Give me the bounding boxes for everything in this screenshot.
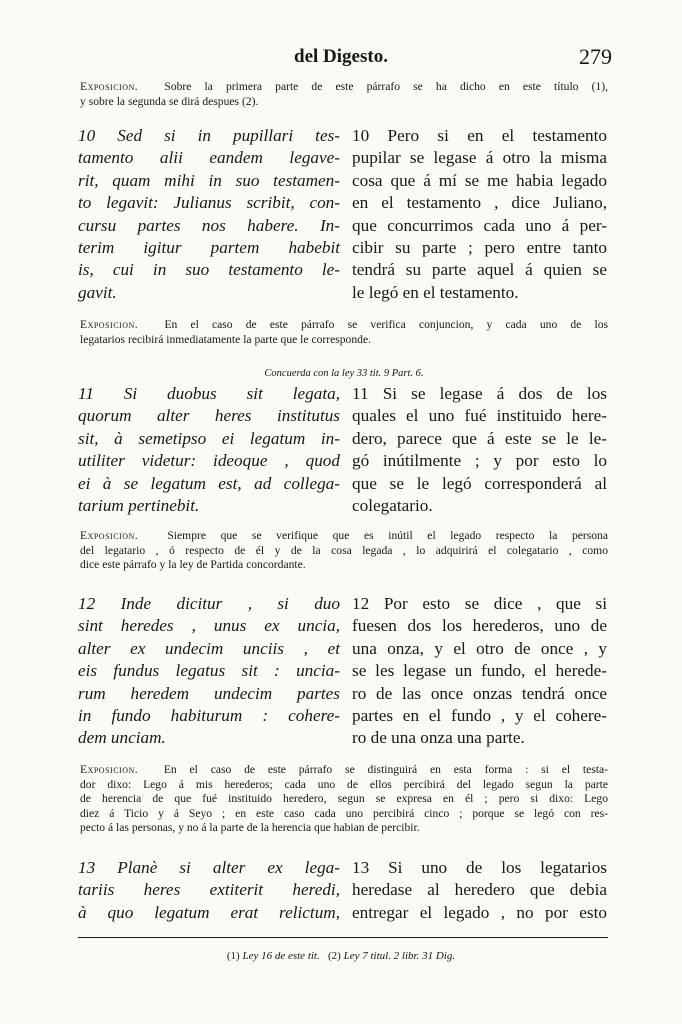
latin-column xyxy=(78,383,340,517)
spanish-line: ro de las once onzas tendrá once xyxy=(352,683,607,703)
spanish-line: 10 Pero si en el testamento xyxy=(352,126,607,145)
spanish-line: una onza, y el otro de once , y xyxy=(352,638,607,658)
latin-line: gavit. xyxy=(78,282,117,302)
latin-line: rum heredem undecim partes xyxy=(78,683,340,703)
spanish-line: gó inútilmente ; y por esto lo xyxy=(352,451,607,471)
running-title: del Digesto. xyxy=(294,46,388,67)
exposicion-block xyxy=(80,318,608,347)
latin-line: alter ex undecim unciis , et xyxy=(78,638,340,658)
spanish-column xyxy=(352,125,607,304)
latin-line: 12 Inde dicitur , si duo xyxy=(78,594,340,613)
exposicion-lead: Exposicion. xyxy=(80,80,139,93)
spanish-column xyxy=(352,383,607,517)
latin-line: utiliter videtur: ideoque , quod xyxy=(78,451,340,471)
exposicion-line: y sobre la segunda se dirá despues (2). xyxy=(80,94,259,108)
spanish-line: 12 Por esto se dice , que si xyxy=(352,594,607,613)
latin-line: eis fundus legatus sit : uncia- xyxy=(78,661,340,681)
page-header xyxy=(0,44,682,74)
latin-line: tariis heres extiterit heredi, xyxy=(78,880,340,900)
footnote-2-text: Ley 7 titul. 2 libr. 31 Dig. xyxy=(343,950,456,962)
exposicion-line: pecto á las personas, y no á la parte de la herencia que habian de percibir. xyxy=(80,821,420,834)
spanish-line: que se le legó corresponderá al xyxy=(352,473,607,493)
spanish-line: heredase al heredero que debia xyxy=(352,880,607,900)
latin-line: tamento alii eandem legave- xyxy=(78,148,340,168)
latin-line: to legavit: Julianus scribit, con- xyxy=(78,193,340,213)
exposicion-line: del legatario , ó respecto de él y de la cosa legada , lo adquirirá el colegatario , como xyxy=(80,543,608,557)
footnote-1-mark: (1) xyxy=(226,950,240,962)
exposicion-lead: Exposicion. xyxy=(80,763,139,776)
latin-line: à quo legatum erat relictum, xyxy=(78,902,340,922)
exposicion-line: legatarios recibirá inmediatamente la parte que le corresponde. xyxy=(80,332,371,346)
footnotes xyxy=(0,950,682,962)
spanish-line: quales el uno fué instituido here- xyxy=(352,406,607,426)
latin-line: dem unciam. xyxy=(78,728,166,748)
footnote-rule xyxy=(78,937,608,938)
exposicion-block xyxy=(80,529,608,573)
page-number: 279 xyxy=(579,44,612,69)
latin-line: sint heredes , unus ex uncia, xyxy=(78,616,340,636)
exposicion-line: Exposicion. Sobre la primera parte de este párrafo se ha dicho en este título (1), xyxy=(80,80,608,93)
exposicion-line: de herencia de que fué instituido heredero, segun se expresa en él ; pero si dixo: Lego xyxy=(80,792,608,805)
exposicion-block xyxy=(80,80,608,109)
footnote-2-mark: (2) xyxy=(328,950,341,962)
spanish-column xyxy=(352,857,607,924)
exposicion-line: dor dixo: Lego á mis herederos; cada uno de ellos percibirá del legado segun la parte xyxy=(80,777,608,791)
spanish-line: partes en el fundo , y el cohere- xyxy=(352,706,607,726)
spanish-line: pupilar se legase á otro la misma xyxy=(352,148,607,168)
exposicion-lead: Exposicion. xyxy=(80,529,139,542)
spanish-line: colegatario. xyxy=(352,496,433,516)
exposicion-block xyxy=(80,763,608,836)
latin-line: in fundo habiturum : cohere- xyxy=(78,706,340,726)
exposicion-line: Exposicion. En el caso de este párrafo se verifica conjuncion, y cada uno de los xyxy=(80,318,609,331)
exposicion-line: Exposicion. En el caso de este párrafo se distinguirá en esta forma : si el testa- xyxy=(80,763,608,776)
latin-line: 13 Planè si alter ex lega- xyxy=(78,858,340,877)
spanish-line: 13 Si uno de los legatarios xyxy=(352,858,607,877)
latin-line: tarium pertinebit. xyxy=(78,496,200,516)
latin-line: ei à se legatum est, ad collega- xyxy=(78,473,340,493)
latin-line: rit, quam mihi in suo testamen- xyxy=(78,170,340,190)
spanish-line: se les legase un fundo, el herede- xyxy=(352,661,607,681)
latin-column xyxy=(78,593,340,750)
exposicion-lead: Exposicion. xyxy=(80,318,139,331)
spanish-line: tendrá su parte aquel á quien se xyxy=(352,260,607,280)
latin-line: is, cui in suo testamento le- xyxy=(78,260,340,280)
latin-line: 11 Si duobus sit legata, xyxy=(78,384,340,403)
spanish-column xyxy=(352,593,607,750)
spanish-line: cibir su parte ; pero entre tanto xyxy=(352,238,607,258)
spanish-line: fuesen dos los herederos, uno de xyxy=(352,616,607,636)
latin-column xyxy=(78,125,340,304)
exposicion-line: dice este párrafo y la ley de Partida concordante. xyxy=(80,558,306,571)
spanish-line: dero, parece que á este se le le- xyxy=(352,428,607,448)
spanish-line: entregar el legado , no por esto xyxy=(352,902,607,922)
exposicion-line: Exposicion. Siempre que se verifique que es inútil el legado respecto la persona xyxy=(80,529,608,542)
latin-line: cursu partes nos habere. In- xyxy=(78,215,340,235)
latin-column xyxy=(78,857,340,924)
latin-line: terim igitur partem habebit xyxy=(78,238,340,258)
concordance-note: Concuerda con la ley 33 tit. 9 Part. 6. xyxy=(264,368,424,379)
spanish-line: que concurrimos cada uno á per- xyxy=(352,215,607,235)
spanish-line: en el testamento , dice Juliano, xyxy=(352,193,607,213)
spanish-line: cosa que á mí se me habia legado xyxy=(352,170,607,190)
spanish-line: 11 Si se legase á dos de los xyxy=(352,384,607,403)
latin-line: sit, à semetipso ei legatum in- xyxy=(78,428,340,448)
spanish-line: ro de una onza una parte. xyxy=(352,728,525,748)
exposicion-line: diez á Ticio y á Seyo ; en este caso cada uno percibirá cinco ; porque se legó con res- xyxy=(80,806,608,820)
footnote-1-text: Ley 16 de este tit. xyxy=(242,950,320,962)
latin-line: quorum alter heres institutus xyxy=(78,406,340,426)
latin-line: 10 Sed si in pupillari tes- xyxy=(78,126,340,145)
spanish-line: le legó en el testamento. xyxy=(352,282,519,302)
